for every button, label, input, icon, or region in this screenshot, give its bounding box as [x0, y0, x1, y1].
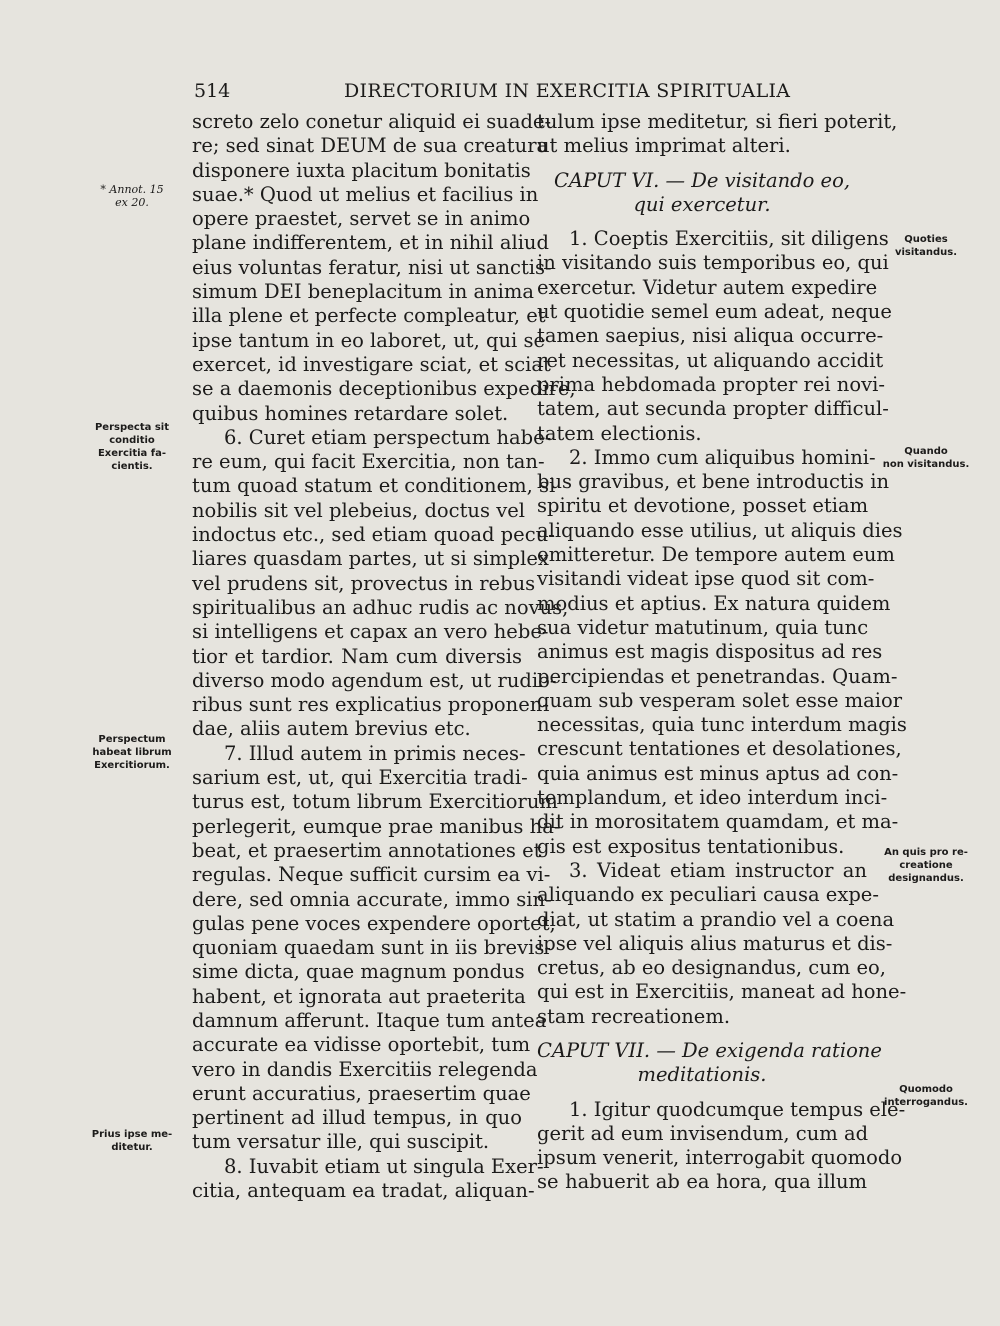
- text-line: tatem, aut secunda propter difficul-: [537, 397, 889, 421]
- text-line: accurate ea vidisse oportebit, tum: [192, 1033, 531, 1057]
- text-line: exercetur. Videtur autem expedire: [537, 275, 878, 299]
- text-line: crescunt tentationes et desolationes,: [537, 737, 902, 761]
- text-line: erunt accuratius, praesertim quae: [192, 1081, 531, 1105]
- paragraph-start: 1. Coeptis Exercitiis, sit diligens: [569, 227, 889, 251]
- paragraph-start: 1. Igitur quodcumque tempus ele-: [569, 1097, 906, 1121]
- text-line: tum quoad statum et conditionem, si: [192, 474, 556, 498]
- margin-note-line: Quando: [904, 446, 948, 457]
- paragraph-start: 6. Curet etiam perspectum habe-: [224, 425, 552, 449]
- margin-note-perspectum: [84, 733, 180, 772]
- text-line: ut quotidie semel eum adeat, neque: [537, 300, 892, 324]
- margin-note-line: * Annot. 15: [100, 183, 164, 196]
- text-line: ipse vel aliquis alius maturus et dis-: [537, 931, 893, 955]
- text-line: habent, et ignorata aut praeterita: [192, 984, 526, 1008]
- margin-note-line: Prius ipse me-: [91, 1129, 173, 1140]
- text-line: prima hebdomada propter rei novi-: [537, 372, 885, 396]
- text-line: se habuerit ab ea hora, qua illum: [537, 1170, 867, 1194]
- margin-note-annot-ref: [84, 183, 180, 209]
- chapter-label: CAPUT VII.: [537, 1038, 651, 1062]
- margin-note-line: creatione: [899, 860, 953, 871]
- right-column: [537, 110, 907, 1195]
- margin-note-an-quis: [876, 846, 976, 885]
- text-line: se a daemonis deceptionibus expedire,: [192, 377, 576, 401]
- text-line: percipiendas et penetrandas. Quam-: [537, 664, 898, 688]
- text-line: nobilis sit vel plebeius, doctus vel: [192, 498, 525, 522]
- text-line: damnum afferunt. Itaque tum antea: [192, 1008, 547, 1032]
- text-line: tior et tardior. Nam cum diversis: [192, 644, 522, 668]
- text-line: visitandi videat ipse quod sit com-: [537, 567, 875, 591]
- margin-note-line: Quomodo: [899, 1084, 953, 1095]
- text-line: animus est magis dispositus ad res: [537, 640, 883, 664]
- text-line: re; sed sinat DEUM de sua creatura: [192, 134, 549, 158]
- chapter-heading-vi: [537, 169, 867, 193]
- text-line: vero in dandis Exercitiis relegenda: [192, 1057, 538, 1081]
- margin-note-line: Exercitia fa-: [97, 448, 167, 459]
- text-line: necessitas, quia tunc interdum magis: [537, 713, 907, 737]
- text-line: indoctus etc., sed etiam quoad pecu-: [192, 523, 555, 547]
- text-line: bus gravibus, et bene introductis in: [537, 470, 889, 494]
- chapter-title-cont: meditationis.: [637, 1063, 767, 1087]
- text-line: stam recreationem.: [537, 1004, 731, 1028]
- margin-note-line: cientis.: [111, 461, 153, 472]
- left-column: [192, 110, 576, 1203]
- margin-note-line: interrogandus.: [884, 1097, 968, 1108]
- text-line: diverso modo agendum est, ut rudio-: [192, 668, 557, 692]
- text-line: liares quasdam partes, ut si simplex: [192, 547, 549, 571]
- margin-note-line: habeat librum: [92, 747, 172, 758]
- text-line: si intelligens et capax an vero hebe-: [192, 620, 549, 644]
- margin-note-quando: [876, 445, 976, 471]
- text-line: aliquando ex peculiari causa expe-: [537, 883, 879, 907]
- margin-note-line: An quis pro re-: [884, 847, 968, 858]
- text-line: sime dicta, quae magnum pondus: [192, 960, 525, 984]
- margin-note-line: designandus.: [888, 873, 964, 884]
- text-line: qui est in Exercitiis, maneat ad hone-: [537, 980, 907, 1004]
- text-line: ribus sunt res explicatius proponen-: [192, 693, 549, 717]
- text-line: diat, ut statim a prandio vel a coena: [537, 907, 895, 931]
- paragraph-start: 2. Immo cum aliquibus homini-: [569, 445, 876, 469]
- text-line: dae, aliis autem brevius etc.: [192, 717, 471, 741]
- text-line: quia animus est minus aptus ad con-: [537, 761, 899, 785]
- chapter-title: — De visitando eo,: [665, 168, 851, 192]
- text-line: gerit ad eum invisendum, cum ad: [537, 1121, 869, 1145]
- text-line: exercet, id investigare sciat, et sciat: [192, 352, 551, 376]
- text-line: cretus, ab eo designandus, cum eo,: [537, 956, 886, 980]
- text-line: beat, et praesertim annotationes et: [192, 838, 542, 862]
- text-line: aliquando esse utilius, ut aliquis dies: [537, 518, 903, 542]
- margin-note-line: Perspectum: [98, 734, 166, 745]
- text-line: ut melius imprimat alteri.: [537, 134, 791, 158]
- text-line: dere, sed omnia accurate, immo sin-: [192, 887, 552, 911]
- margin-note-line: ex 20.: [115, 196, 149, 209]
- text-line: spiritu et devotione, posset etiam: [537, 494, 869, 518]
- paragraph-start: 3. Videat etiam instructor an: [569, 858, 867, 882]
- text-line: simum DEI beneplacitum in anima: [192, 280, 534, 304]
- margin-note-prius: [84, 1128, 180, 1154]
- chapter-title: — De exigenda ratione: [656, 1038, 882, 1062]
- margin-note-line: Quoties: [904, 234, 948, 245]
- text-line: modius et aptius. Ex natura quidem: [537, 591, 891, 615]
- text-line: vel prudens sit, provectus in rebus: [192, 571, 536, 595]
- text-line: pertinent ad illud tempus, in quo: [192, 1106, 522, 1130]
- text-line: dit in morositatem quamdam, et ma-: [537, 810, 899, 834]
- text-line: in visitando suis temporibus eo, qui: [537, 251, 889, 275]
- text-line: suae.* Quod ut melius et facilius in: [192, 182, 539, 206]
- text-line: sarium est, ut, qui Exercitia tradi-: [192, 766, 528, 790]
- running-head: DIRECTORIUM IN EXERCITIA SPIRITUALIA: [344, 80, 791, 102]
- text-line: tulum ipse meditetur, si fieri poterit,: [537, 110, 898, 133]
- text-line: gulas pene voces expendere oportet,: [192, 911, 556, 935]
- paragraph-start: 7. Illud autem in primis neces-: [224, 741, 526, 765]
- text-line: illa plene et perfecte compleatur, et: [192, 304, 546, 328]
- margin-note-quoties: [876, 233, 976, 259]
- margin-note-perspecta: [84, 421, 180, 473]
- page-number: 514: [194, 80, 231, 102]
- margin-note-line: conditio: [109, 435, 155, 446]
- text-line: ret necessitas, ut aliquando accidit: [537, 348, 884, 372]
- text-line: omitteretur. De tempore autem eum: [537, 543, 895, 567]
- text-line: quibus homines retardare solet.: [192, 401, 509, 425]
- text-line: plane indifferentem, et in nihil aliud: [192, 231, 549, 255]
- margin-note-line: Exercitiorum.: [94, 760, 170, 771]
- margin-note-line: ditetur.: [111, 1142, 153, 1153]
- margin-note-line: visitandus.: [894, 247, 957, 258]
- text-line: eius voluntas feratur, nisi ut sanctis-: [192, 255, 552, 279]
- text-line: opere praestet, servet se in animo: [192, 207, 531, 231]
- text-line: perlegerit, eumque prae manibus ha-: [192, 814, 561, 838]
- paragraph-start: 8. Iuvabit etiam ut singula Exer-: [224, 1154, 544, 1178]
- text-line: disponere iuxta placitum bonitatis: [192, 158, 531, 182]
- text-line: gis est expositus tentationibus.: [537, 834, 845, 858]
- text-line: ipse tantum in eo laboret, ut, qui se: [192, 328, 546, 352]
- text-line: screto zelo conetur aliquid ei suade-: [192, 110, 552, 133]
- text-line: tamen saepius, nisi aliqua occurre-: [537, 324, 884, 348]
- text-line: tum versatur ille, qui suscipit.: [192, 1130, 490, 1154]
- text-line: templandum, et ideo interdum inci-: [537, 786, 888, 810]
- margin-note-line: non visitandus.: [882, 459, 970, 470]
- text-line: ipsum venerit, interrogabit quomodo: [537, 1146, 903, 1170]
- chapter-label: CAPUT VI.: [553, 168, 660, 192]
- text-line: quam sub vesperam solet esse maior: [537, 688, 903, 712]
- text-line: spiritualibus an adhuc rudis ac novus,: [192, 595, 569, 619]
- text-line: regulas. Neque sufficit cursim ea vi-: [192, 863, 551, 887]
- chapter-title-cont: qui exercetur.: [633, 192, 771, 216]
- chapter-heading-vii: [537, 1038, 882, 1063]
- text-line: turus est, totum librum Exercitiorum: [192, 790, 558, 814]
- text-line: re eum, qui facit Exercitia, non tan-: [192, 450, 545, 474]
- text-line: quoniam quaedam sunt in iis brevis-: [192, 936, 551, 960]
- text-line: sua videtur matutinum, quia tunc: [537, 615, 869, 639]
- margin-note-line: Perspecta sit: [94, 422, 170, 433]
- text-line: citia, antequam ea tradat, aliquan-: [192, 1179, 535, 1203]
- text-line: tatem electionis.: [537, 421, 702, 445]
